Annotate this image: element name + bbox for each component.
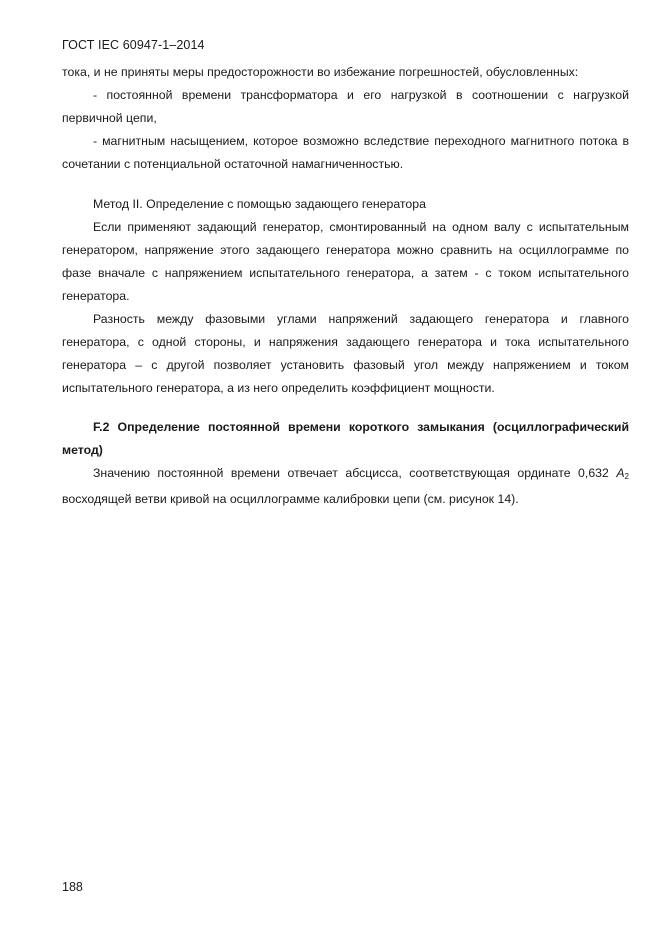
time-constant-text-start: Значению постоянной времени отвечает абсцисса, соответствующая ординате 0,632 [93,466,617,480]
time-constant-text-end: восходящей ветви кривой на осциллограмме калибровки цепи (см. рисунок 14). [62,492,519,506]
document-body [62,61,629,511]
list-item-transformer-time-constant: - постоянной времени трансформатора и его нагрузкой в соотношении с нагрузкой первичной цепи, [62,88,629,125]
section-f2-heading: F.2 Определение постоянной времени короткого замыкания (осциллографический метод) [62,420,629,457]
document-header: ГОСТ IEC 60947-1–2014 [62,38,205,52]
paragraph-pilot-generator: Если применяют задающий генератор, смонтированный на одном валу с испытательным генератором, напряжение этого задающего генератора можно сравнить на осциллограмме по фазе вначале с напряжением испытательного генератора, а затем - с током испытательного генератора. [62,220,629,303]
page-number: 188 [62,880,83,894]
amplitude-subscript: 2 [624,472,629,481]
amplitude-symbol: A [616,466,625,480]
method-ii-heading: Метод II. Определение с помощью задающего генератора [93,197,426,211]
paragraph-continuation: тока, и не приняты меры предосторожности во избежание погрешностей, обусловленных: [62,65,579,79]
paragraph-time-constant [62,462,629,511]
paragraph-phase-difference: Разность между фазовыми углами напряжений задающего генератора и главного генератора, с одной стороны, и напряжения задающего генератора и тока испытательного генератора – с другой позволяет установить фазовый угол между напряжением и током испытательного генератора, а из него определить коэффициент мощности. [62,312,629,395]
list-item-magnetic-saturation: - магнитным насыщением, которое возможно вследствие переходного магнитного потока в сочетании с потенциальной остаточной намагниченностью. [62,134,629,171]
